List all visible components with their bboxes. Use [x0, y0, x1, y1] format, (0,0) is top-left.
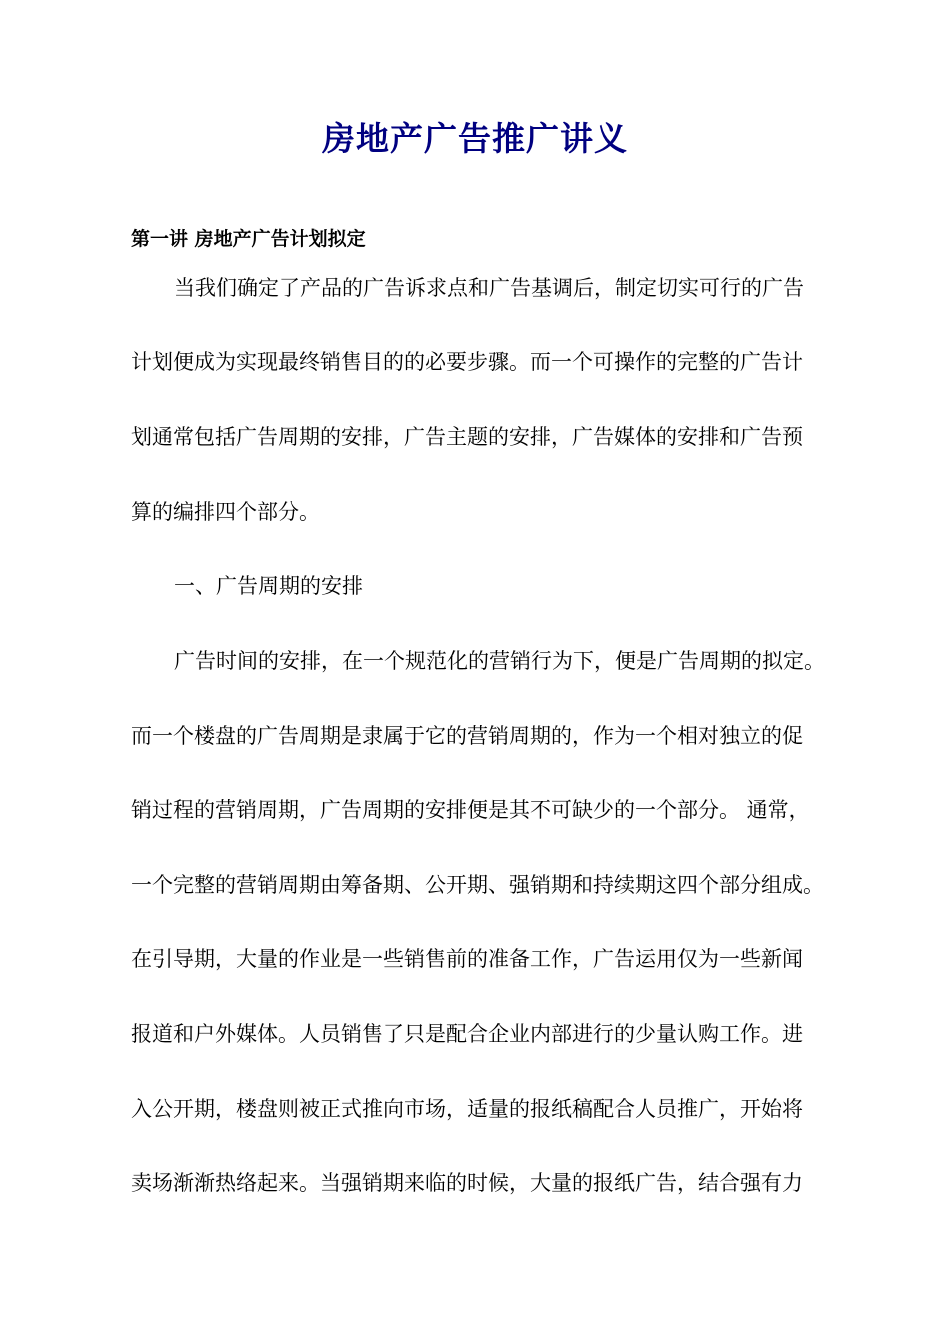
paragraph-line: 入公开期，楼盘则被正式推向市场，适量的报纸稿配合人员推广，开始将 [131, 1097, 803, 1121]
paragraph-line: 在引导期，大量的作业是一些销售前的准备工作，广告运用仅为一些新闻 [131, 947, 803, 971]
paragraph-line: 销过程的营销周期，广告周期的安排便是其不可缺少的一个部分。 通常， [131, 798, 810, 822]
subsection-heading: 一、广告周期的安排 [174, 574, 363, 598]
paragraph-line: 卖场渐渐热络起来。当强销期来临的时候，大量的报纸广告，结合强有力 [131, 1171, 803, 1195]
paragraph-line: 计划便成为实现最终销售目的的必要步骤。而一个可操作的完整的广告计 [131, 350, 803, 374]
paragraph-line: 广告时间的安排，在一个规范化的营销行为下，便是广告周期的拟定。 [174, 649, 825, 673]
paragraph-line: 报道和户外媒体。人员销售了只是配合企业内部进行的少量认购工作。进 [131, 1022, 803, 1046]
paragraph-line: 划通常包括广告周期的安排，广告主题的安排，广告媒体的安排和广告预 [131, 425, 803, 449]
paragraph-line: 当我们确定了产品的广告诉求点和广告基调后，制定切实可行的广告 [174, 276, 804, 300]
paragraph-line: 一个完整的营销周期由筹备期、公开期、强销期和持续期这四个部分组成。 [131, 873, 824, 897]
paragraph-line: 算的编排四个部分。 [131, 500, 320, 524]
document-title: 房地产广告推广讲义 [322, 119, 628, 158]
paragraph-line: 而一个楼盘的广告周期是隶属于它的营销周期的，作为一个相对独立的促 [131, 724, 803, 748]
section-heading: 第一讲 房地产广告计划拟定 [131, 228, 366, 250]
